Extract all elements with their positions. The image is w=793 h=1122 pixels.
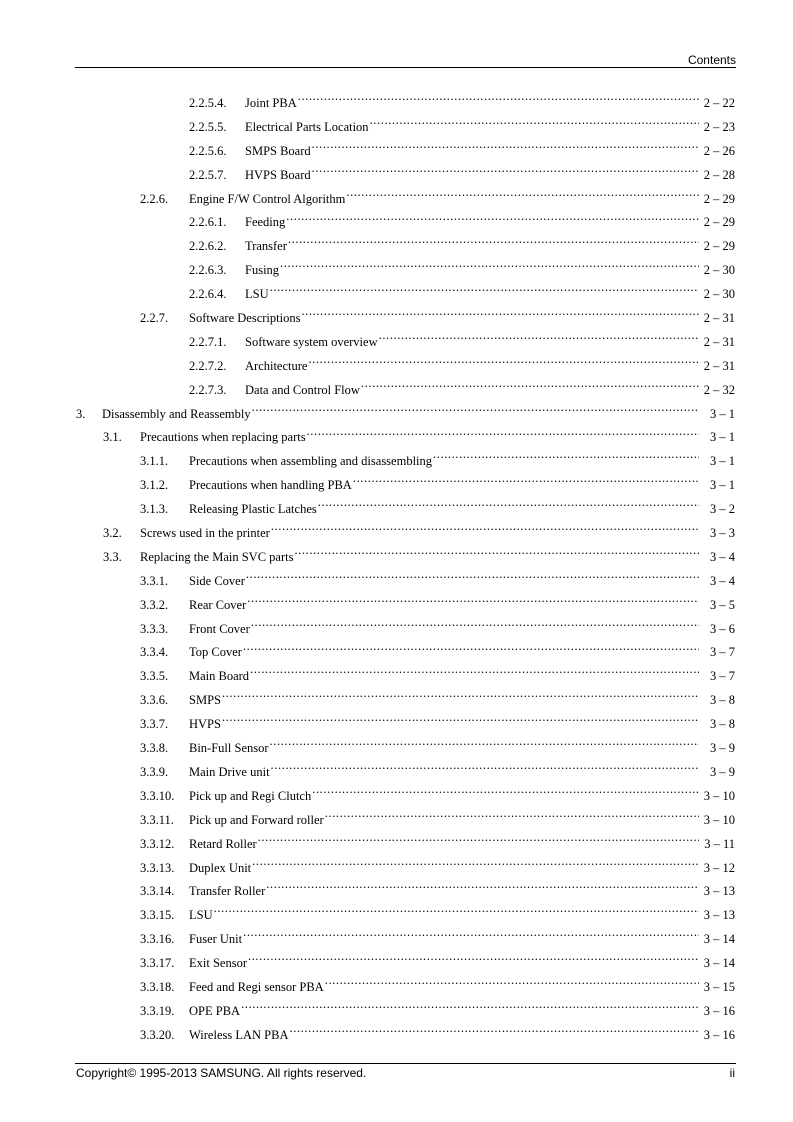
toc-entry-number: 3.3.17. xyxy=(140,956,175,971)
dot-leader xyxy=(222,718,699,728)
toc-entry-title: Bin-Full Sensor xyxy=(189,741,269,756)
toc-entry-line xyxy=(189,833,735,857)
toc-entry-number: 3.3.8. xyxy=(140,741,169,756)
toc-entry-title: Software system overview xyxy=(245,334,378,349)
toc-entry[interactable] xyxy=(0,713,793,737)
toc-entry[interactable] xyxy=(0,857,793,881)
dot-leader xyxy=(288,240,699,250)
toc-entry[interactable] xyxy=(0,1000,793,1024)
dot-leader xyxy=(286,216,699,226)
toc-entry-page: 3 – 9 xyxy=(710,764,735,779)
toc-entry-page: 2 – 23 xyxy=(703,119,735,134)
toc-entry-line xyxy=(245,211,735,235)
toc-entry[interactable] xyxy=(0,928,793,952)
toc-entry-title: Precautions when assembling and disassembling xyxy=(189,454,433,469)
toc-entry-title: Side Cover xyxy=(189,573,245,588)
toc-entry-page: 2 – 29 xyxy=(703,191,735,206)
toc-entry-line xyxy=(189,641,735,665)
toc-entry[interactable] xyxy=(0,594,793,618)
toc-entry-number: 3.2. xyxy=(103,526,122,541)
dot-leader xyxy=(246,575,699,585)
header-rule xyxy=(75,67,736,68)
dot-leader xyxy=(214,909,699,919)
toc-entry-line xyxy=(140,522,735,546)
toc-entry-title: Pick up and Regi Clutch xyxy=(189,788,312,803)
toc-entry-page: 2 – 31 xyxy=(703,358,735,373)
toc-entry-page: 3 – 1 xyxy=(710,406,735,421)
toc-entry-page: 3 – 13 xyxy=(703,884,735,899)
toc-entry-title: HVPS Board xyxy=(245,167,311,182)
toc-entry-page: 2 – 30 xyxy=(703,287,735,302)
toc-entry[interactable] xyxy=(0,116,793,140)
toc-entry-title: Architecture xyxy=(245,358,308,373)
toc-entry-title: Joint PBA xyxy=(245,96,297,110)
toc-entry-number: 2.2.7. xyxy=(140,311,169,326)
toc-entry-line xyxy=(189,785,735,809)
toc-entry-page: 2 – 30 xyxy=(703,263,735,278)
footer-rule xyxy=(75,1063,736,1064)
toc-entry[interactable] xyxy=(0,474,793,498)
toc-entry-title: Fusing xyxy=(245,263,280,278)
toc-entry[interactable] xyxy=(0,689,793,713)
toc-entry-title: Main Drive unit xyxy=(189,764,270,779)
toc-entry[interactable] xyxy=(0,307,793,331)
toc-entry-number: 3.3.18. xyxy=(140,979,175,994)
toc-entry-number: 3.1.2. xyxy=(140,478,169,493)
dot-leader xyxy=(301,312,699,322)
dot-leader xyxy=(433,455,699,465)
toc-entry-page: 3 – 6 xyxy=(710,621,735,636)
toc-entry[interactable] xyxy=(0,737,793,761)
toc-entry-page: 2 – 28 xyxy=(703,167,735,182)
toc-entry-title: Rear Cover xyxy=(189,597,247,612)
toc-entry-page: 3 – 4 xyxy=(710,549,735,564)
dot-leader xyxy=(318,503,699,513)
dot-leader xyxy=(248,957,699,967)
toc-entry-title: OPE PBA xyxy=(189,1003,241,1018)
toc-entry-title: Retard Roller xyxy=(189,836,257,851)
dot-leader xyxy=(270,288,699,298)
toc-entry-line xyxy=(189,952,735,976)
toc-entry[interactable] xyxy=(0,164,793,188)
toc-entry[interactable] xyxy=(0,880,793,904)
toc-entry-page: 3 – 11 xyxy=(704,836,735,851)
toc-entry[interactable] xyxy=(0,904,793,928)
toc-entry[interactable] xyxy=(0,379,793,403)
toc-entry-line xyxy=(189,928,735,952)
toc-entry-line xyxy=(189,665,735,689)
toc-entry[interactable] xyxy=(0,259,793,283)
dot-leader xyxy=(312,145,699,155)
toc-entry-title: Precautions when replacing parts xyxy=(140,430,306,445)
toc-entry-page: 3 – 7 xyxy=(710,645,735,660)
toc-entry-number: 3.1.1. xyxy=(140,454,169,469)
toc-entry-number: 2.2.5.7. xyxy=(189,167,227,182)
toc-entry-page: 3 – 16 xyxy=(703,1027,735,1042)
dot-leader xyxy=(307,431,699,441)
toc-entry[interactable] xyxy=(0,498,793,522)
toc-entry[interactable] xyxy=(0,785,793,809)
toc-entry-number: 3.3.12. xyxy=(140,836,175,851)
toc-entry-title: Feed and Regi sensor PBA xyxy=(189,979,324,994)
toc-entry-line xyxy=(189,570,735,594)
toc-entry-line xyxy=(189,307,735,331)
toc-entry-number: 2.2.6.1. xyxy=(189,215,227,230)
toc-entry-number: 3.3.1. xyxy=(140,573,169,588)
dot-leader xyxy=(251,623,699,633)
toc-entry-title: Main Board xyxy=(189,669,250,684)
toc-entry-title: Electrical Parts Location xyxy=(245,119,369,134)
toc-entry-line xyxy=(245,140,735,164)
toc-entry-page: 2 – 31 xyxy=(703,334,735,349)
toc-entry-number: 3.1. xyxy=(103,430,122,445)
toc-entry-page: 3 – 9 xyxy=(710,741,735,756)
dot-leader xyxy=(243,933,699,943)
toc-entry-number: 2.2.5.4. xyxy=(189,96,227,110)
dot-leader xyxy=(370,121,699,131)
toc-entry[interactable] xyxy=(0,976,793,1000)
toc-entry-line xyxy=(245,164,735,188)
toc-entry-page: 3 – 2 xyxy=(710,502,735,517)
toc-entry-title: LSU xyxy=(245,287,269,302)
toc-entry-title: Fuser Unit xyxy=(189,932,243,947)
toc-entry-line xyxy=(245,331,735,355)
dot-leader xyxy=(280,264,699,274)
toc-entry-page: 3 – 1 xyxy=(710,454,735,469)
toc-entry-page: 3 – 3 xyxy=(710,526,735,541)
dot-leader xyxy=(252,862,699,872)
toc-entry-line xyxy=(189,1024,735,1048)
toc-entry-page: 3 – 10 xyxy=(703,788,735,803)
toc-entry-page: 2 – 26 xyxy=(703,143,735,158)
toc-entry[interactable] xyxy=(0,188,793,212)
toc-entry-page: 3 – 13 xyxy=(703,908,735,923)
toc-entry[interactable] xyxy=(0,92,793,116)
toc-entry-title: Feeding xyxy=(245,215,286,230)
dot-leader xyxy=(353,479,699,489)
toc-entry[interactable] xyxy=(0,235,793,259)
toc-entry-number: 3.3.13. xyxy=(140,860,175,875)
toc-entry[interactable] xyxy=(0,522,793,546)
toc-entry-number: 3.3.6. xyxy=(140,693,169,708)
toc-entry[interactable] xyxy=(0,618,793,642)
toc-entry-line xyxy=(189,761,735,785)
dot-leader xyxy=(266,885,699,895)
toc-entry-number: 3.3.10. xyxy=(140,788,175,803)
toc-entry-page: 2 – 29 xyxy=(703,215,735,230)
dot-leader xyxy=(241,1005,699,1015)
toc-entry-page: 3 – 8 xyxy=(710,693,735,708)
dot-leader xyxy=(312,169,699,179)
toc-entry-page: 3 – 14 xyxy=(703,932,735,947)
toc-entry-number: 3.3.15. xyxy=(140,908,175,923)
toc-entry[interactable] xyxy=(0,761,793,785)
dot-leader xyxy=(325,981,699,991)
toc-entry-page: 2 – 31 xyxy=(703,311,735,326)
toc-entry-page: 3 – 15 xyxy=(703,979,735,994)
toc-entry[interactable] xyxy=(0,450,793,474)
toc-entry-line xyxy=(189,713,735,737)
toc-entry-number: 3.3.20. xyxy=(140,1027,175,1042)
toc-entry-title: Front Cover xyxy=(189,621,250,636)
toc-entry-line xyxy=(245,235,735,259)
toc-entry[interactable] xyxy=(0,833,793,857)
toc-entry-line xyxy=(189,809,735,833)
dot-leader xyxy=(312,790,699,800)
toc-entry-page: 3 – 1 xyxy=(710,430,735,445)
toc-entry-title: Releasing Plastic Latches xyxy=(189,502,317,517)
toc-entry-number: 3.3.19. xyxy=(140,1003,175,1018)
toc-entry-title: SMPS xyxy=(189,693,221,708)
toc-entry-line xyxy=(189,857,735,881)
toc-entry[interactable] xyxy=(0,809,793,833)
toc-entry-number: 3.3.4. xyxy=(140,645,169,660)
toc-entry-title: HVPS xyxy=(189,717,221,732)
toc-entry-line xyxy=(245,92,735,116)
dot-leader xyxy=(258,838,699,848)
table-of-contents xyxy=(0,92,793,1048)
toc-entry-title: Transfer xyxy=(245,239,287,254)
toc-entry-page: 3 – 7 xyxy=(710,669,735,684)
toc-entry-title: Top Cover xyxy=(189,645,242,660)
toc-entry-title: Software Descriptions xyxy=(189,311,301,326)
toc-entry[interactable] xyxy=(0,403,793,427)
footer-page-number: ii xyxy=(729,1066,735,1080)
toc-entry-line xyxy=(245,283,735,307)
toc-entry-line xyxy=(189,737,735,761)
toc-entry-line xyxy=(189,976,735,1000)
dot-leader xyxy=(222,694,699,704)
toc-entry-number: 3.1.3. xyxy=(140,502,169,517)
toc-entry-line xyxy=(189,689,735,713)
toc-entry-page: 3 – 12 xyxy=(703,860,735,875)
toc-entry-page: 3 – 1 xyxy=(710,478,735,493)
toc-entry-number: 3.3.16. xyxy=(140,932,175,947)
dot-leader xyxy=(308,360,699,370)
toc-entry-line xyxy=(245,259,735,283)
dot-leader xyxy=(294,551,699,561)
toc-entry-number: 3.3.3. xyxy=(140,621,169,636)
toc-entry-title: LSU xyxy=(189,908,213,923)
toc-entry-line xyxy=(102,403,735,427)
toc-entry-line xyxy=(189,594,735,618)
toc-entry-title: Disassembly and Reassembly xyxy=(102,406,251,421)
toc-entry-page: 3 – 10 xyxy=(703,812,735,827)
toc-entry[interactable] xyxy=(0,140,793,164)
toc-entry-line xyxy=(140,426,735,450)
toc-entry[interactable] xyxy=(0,570,793,594)
toc-entry-line xyxy=(245,355,735,379)
dot-leader xyxy=(346,193,699,203)
toc-entry-title: Precautions when handling PBA xyxy=(189,478,352,493)
toc-entry-line xyxy=(189,618,735,642)
toc-entry-number: 2.2.6.3. xyxy=(189,263,227,278)
toc-entry-number: 2.2.6. xyxy=(140,191,169,206)
toc-entry-number: 3.3.14. xyxy=(140,884,175,899)
toc-entry-title: Screws used in the printer xyxy=(140,526,270,541)
toc-entry-title: Data and Control Flow xyxy=(245,382,360,397)
toc-entry-page: 3 – 14 xyxy=(703,956,735,971)
toc-entry-title: Wireless LAN PBA xyxy=(189,1027,289,1042)
toc-entry-line xyxy=(189,498,735,522)
toc-entry-number: 3. xyxy=(76,406,86,421)
toc-entry-number: 2.2.6.4. xyxy=(189,287,227,302)
toc-entry[interactable] xyxy=(0,426,793,450)
toc-entry-line xyxy=(245,116,735,140)
toc-entry-title: Engine F/W Control Algorithm xyxy=(189,191,346,206)
toc-entry-page: 2 – 29 xyxy=(703,239,735,254)
toc-entry-line xyxy=(189,188,735,212)
dot-leader xyxy=(325,814,699,824)
toc-entry-number: 2.2.7.3. xyxy=(189,382,227,397)
toc-entry-title: Duplex Unit xyxy=(189,860,252,875)
dot-leader xyxy=(271,766,699,776)
toc-entry-number: 2.2.5.5. xyxy=(189,119,227,134)
toc-entry-line xyxy=(189,1000,735,1024)
toc-entry-line xyxy=(189,880,735,904)
header-title: Contents xyxy=(687,53,736,67)
toc-entry[interactable] xyxy=(0,952,793,976)
dot-leader xyxy=(243,646,699,656)
toc-entry-number: 2.2.7.1. xyxy=(189,334,227,349)
toc-entry-title: Pick up and Forward roller xyxy=(189,812,324,827)
toc-entry[interactable] xyxy=(0,665,793,689)
toc-entry[interactable] xyxy=(0,283,793,307)
toc-entry-line xyxy=(245,379,735,403)
toc-entry-page: 2 – 22 xyxy=(703,96,735,110)
toc-entry-line xyxy=(140,546,735,570)
toc-entry-number: 2.2.5.6. xyxy=(189,143,227,158)
toc-entry-title: Replacing the Main SVC parts xyxy=(140,549,294,564)
toc-entry-number: 3.3.11. xyxy=(140,812,174,827)
dot-leader xyxy=(270,742,699,752)
dot-leader xyxy=(252,408,699,418)
dot-leader xyxy=(247,599,699,609)
toc-entry-number: 3.3. xyxy=(103,549,122,564)
toc-entry-number: 3.3.9. xyxy=(140,764,169,779)
toc-entry-line xyxy=(189,450,735,474)
toc-entry-line xyxy=(189,474,735,498)
footer-copyright: Copyright© 1995-2013 SAMSUNG. All rights reserved. xyxy=(76,1066,367,1080)
dot-leader xyxy=(271,527,699,537)
toc-entry[interactable] xyxy=(0,546,793,570)
dot-leader xyxy=(290,1029,700,1039)
toc-entry-page: 3 – 16 xyxy=(703,1003,735,1018)
toc-entry-number: 2.2.6.2. xyxy=(189,239,227,254)
toc-entry-title: Exit Sensor xyxy=(189,956,247,971)
toc-entry-title: SMPS Board xyxy=(245,143,311,158)
toc-entry-number: 3.3.2. xyxy=(140,597,169,612)
dot-leader xyxy=(379,336,699,346)
toc-entry[interactable] xyxy=(0,641,793,665)
toc-entry-number: 3.3.7. xyxy=(140,717,169,732)
dot-leader xyxy=(250,670,699,680)
toc-entry-line xyxy=(189,904,735,928)
toc-entry-page: 3 – 8 xyxy=(710,717,735,732)
toc-entry[interactable] xyxy=(0,355,793,379)
toc-entry[interactable] xyxy=(0,331,793,355)
toc-entry[interactable] xyxy=(0,211,793,235)
dot-leader xyxy=(298,97,699,107)
toc-entry-page: 3 – 4 xyxy=(710,573,735,588)
toc-entry-number: 3.3.5. xyxy=(140,669,169,684)
toc-entry[interactable] xyxy=(0,1024,793,1048)
dot-leader xyxy=(361,384,699,394)
toc-entry-number: 2.2.7.2. xyxy=(189,358,227,373)
toc-entry-title: Transfer Roller xyxy=(189,884,266,899)
toc-entry-page: 3 – 5 xyxy=(710,597,735,612)
toc-entry-page: 2 – 32 xyxy=(703,382,735,397)
